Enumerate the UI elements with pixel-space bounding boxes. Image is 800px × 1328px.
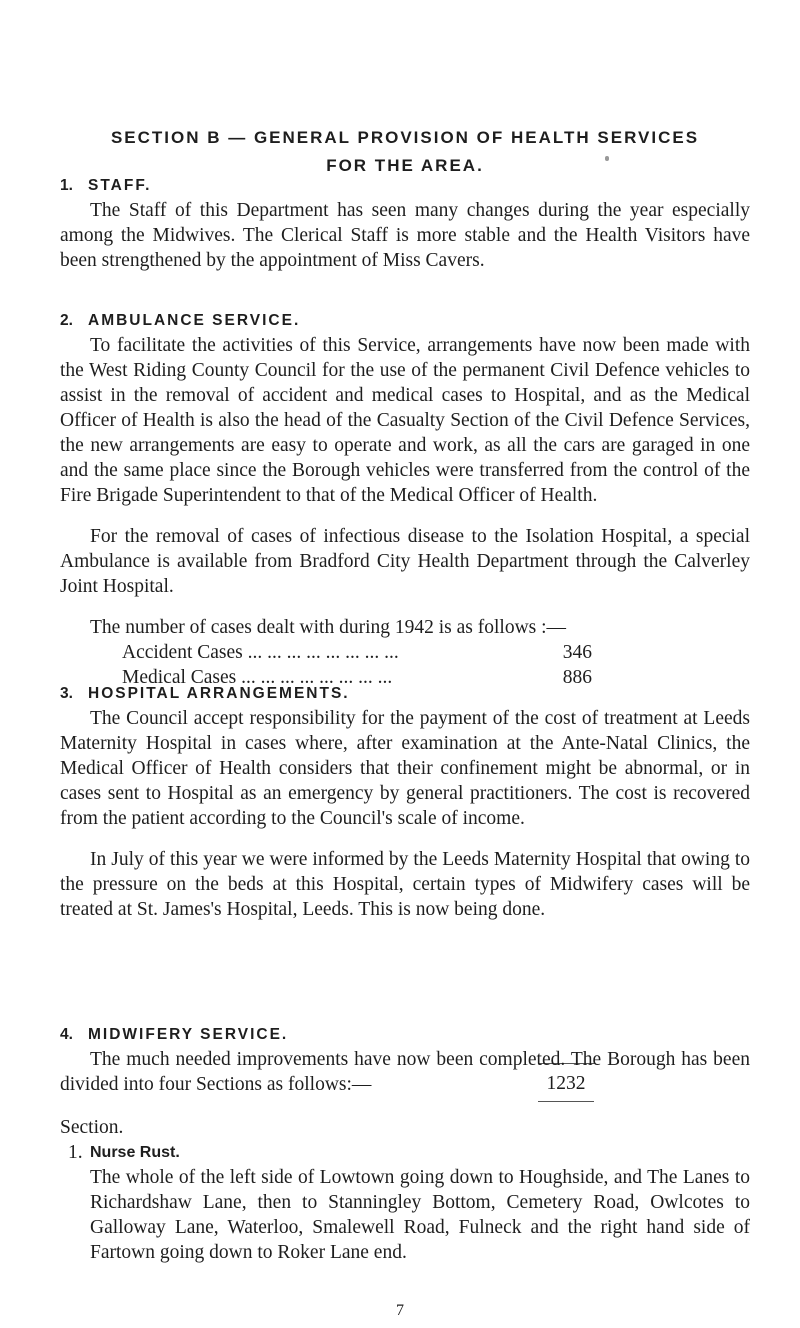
staff-section <box>60 174 750 273</box>
cases-label: Accident Cases ... ... ... ... ... ... ... ... <box>122 642 399 663</box>
ambulance-number: 2. <box>60 312 73 329</box>
section-title-line-2: FOR THE AREA. <box>326 156 484 175</box>
section-title-line-1: SECTION B — GENERAL PROVISION OF HEALTH SERVICES <box>110 128 700 147</box>
staff-paragraph: The Staff of this Department has seen many changes during the year especially among the Midwives. The Clerical Staff is more stable and the Health Visitors have been strengthened by the appointment of Miss Cavers. <box>60 200 750 271</box>
cases-row-accident <box>122 640 592 665</box>
page-number: 7 <box>396 1302 404 1319</box>
hospital-paragraph-2: In July of this year we were informed by the Leeds Maternity Hospital that owing to the pressure on the beds at this Hospital, certain types of Midwifery cases will be treated at St. James's Hospital, Leeds. This is now being done. <box>60 849 750 920</box>
cases-value: 886 <box>562 667 592 688</box>
midwifery-heading <box>60 1023 750 1047</box>
staff-heading-text: STAFF. <box>88 177 152 194</box>
cases-label: Medical Cases ... ... ... ... ... ... ... ... <box>122 667 393 688</box>
hospital-paragraph-1: The Council accept responsibility for the payment of the cost of treatment at Leeds Maternity Hospital in cases where, after examination at the Ante-Natal Clinics, the Medical Officer of Health considers that their confinement might be abnormal, or in cases sent to Hospital as an emergency by general practitioners. The cost is recovered from the patient according to the Council's scale of income. <box>60 708 750 829</box>
midwifery-section <box>60 1023 750 1265</box>
midwifery-paragraph-1: The much needed improvements have now been completed. The Borough has been divided into four Sections as follows:— <box>60 1049 750 1095</box>
nurse-name: Nurse Rust. <box>90 1144 180 1161</box>
cases-total: 1232 <box>546 1073 586 1094</box>
hospital-heading-text: HOSPITAL ARRANGEMENTS. <box>88 685 350 702</box>
cases-value: 346 <box>562 642 592 663</box>
midwifery-item-1 <box>60 1140 750 1265</box>
ambulance-paragraph-2: For the removal of cases of infectious disease to the Isolation Hospital, a special Ambulance is available from Bradford City Health Department through the Calverley Joint Hospital. <box>60 526 750 597</box>
staff-heading <box>60 174 750 198</box>
ambulance-heading-text: AMBULANCE SERVICE. <box>88 312 301 329</box>
section-title <box>60 124 750 180</box>
staff-number: 1. <box>60 177 73 194</box>
ambulance-heading <box>60 309 750 333</box>
item-number: 1. <box>68 1142 83 1163</box>
hospital-section <box>60 682 750 922</box>
midwifery-heading-text: MIDWIFERY SERVICE. <box>88 1026 289 1043</box>
hospital-heading <box>60 682 750 706</box>
nurse-area-description: The whole of the left side of Lowtown going down to Houghside, and The Lanes to Richardshaw Lane, then to Stanningley Bottom, Cemetery Road, Owlcotes to Galloway Lane, Waterloo, Smalewell Road, Fulneck and the right hand side of Fartown going down to Roker Lane end. <box>90 1167 750 1263</box>
section-label: Section. <box>60 1117 124 1138</box>
midwifery-number: 4. <box>60 1026 73 1043</box>
ambulance-paragraph-1: To facilitate the activities of this Service, arrangements have now been made with the West Riding County Council for the use of the permanent Civil Defence vehicles to assist in the removal of accident and medical cases to Hospital, and as the Medical Officer of Health is also the head of the Casualty Section of the Civil Defence Services, the new arrangements are easy to operate and work, as all the cars are garaged in one and the same place since the Borough vehicles were transferred from the control of the Fire Brigade Superintendent to that of the Medical Officer of Health. <box>60 335 750 506</box>
hospital-number: 3. <box>60 685 73 702</box>
ambulance-paragraph-3: The number of cases dealt with during 1942 is as follows :— <box>90 617 567 638</box>
speck-mark <box>605 156 609 161</box>
